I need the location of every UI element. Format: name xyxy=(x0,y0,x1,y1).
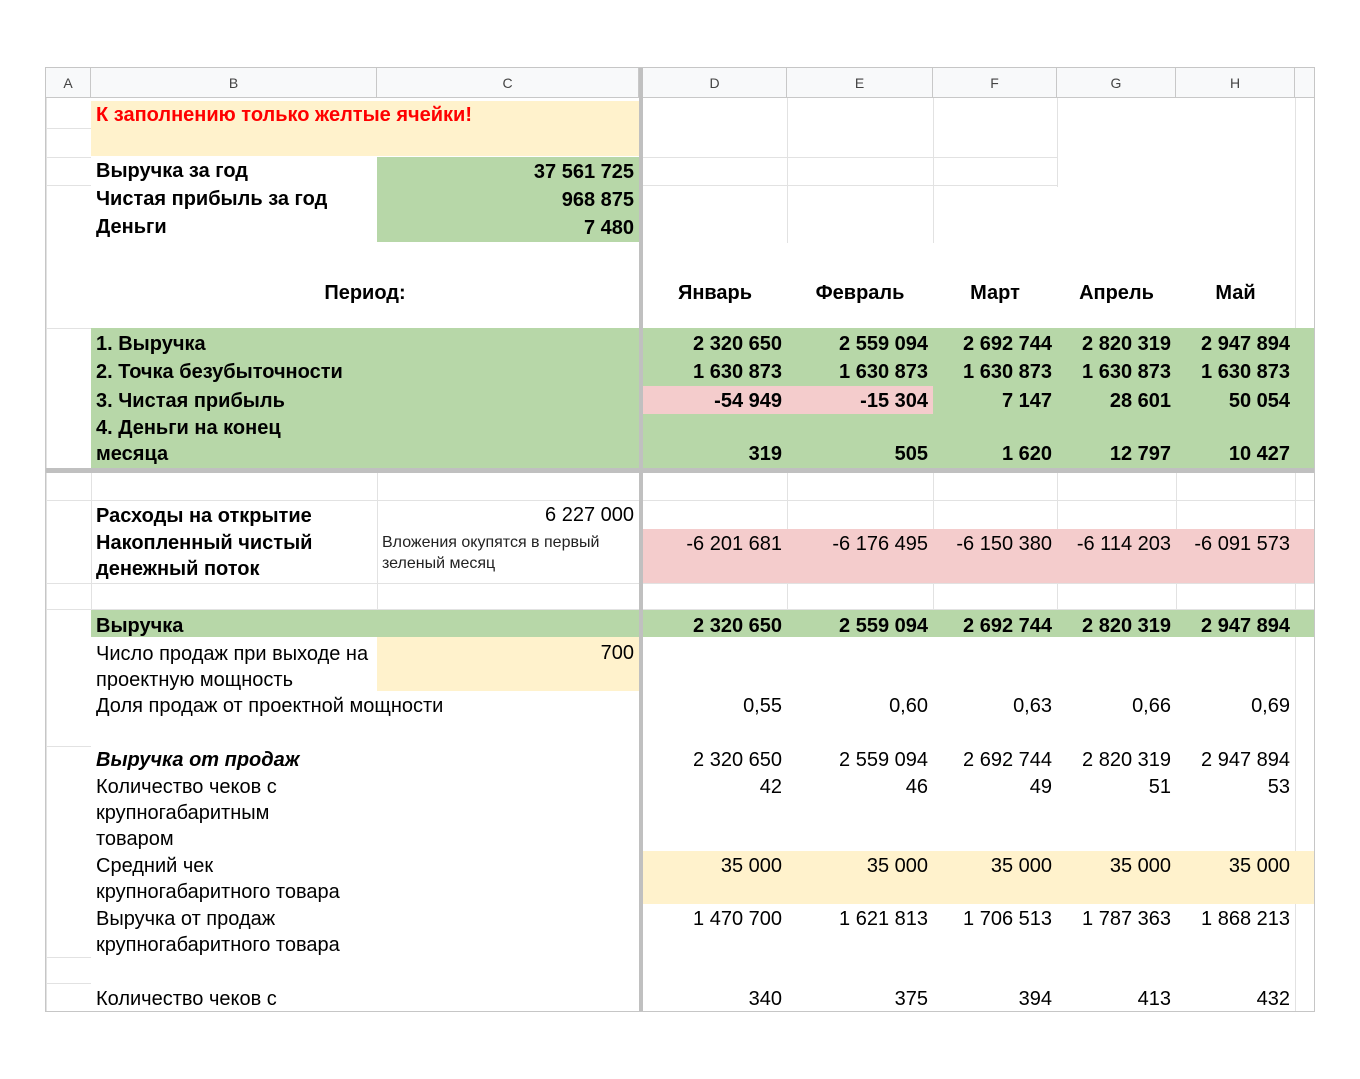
cashflow-label[interactable]: Накопленный чистый денежный поток xyxy=(96,532,313,580)
month-header[interactable]: Январь xyxy=(677,282,753,304)
summary-money-label[interactable]: Деньги xyxy=(96,216,167,238)
gridline xyxy=(46,983,91,984)
col-header-c[interactable]: C xyxy=(377,68,639,98)
cashflow-value[interactable]: -6 114 203 xyxy=(1076,533,1171,555)
col-header-g[interactable]: G xyxy=(1057,68,1176,98)
gridline xyxy=(1057,98,1058,187)
kpi-revenue-value[interactable]: 2 320 650 xyxy=(693,333,782,355)
bulky-revenue-value[interactable]: 1 470 700 xyxy=(693,908,782,930)
kpi-breakeven-value[interactable]: 1 630 873 xyxy=(963,361,1052,383)
bulky-checks-value[interactable]: 42 xyxy=(759,776,782,798)
col-header-h[interactable]: H xyxy=(1176,68,1295,98)
col-header-d[interactable]: D xyxy=(643,68,787,98)
summary-revenue-label[interactable]: Выручка за год xyxy=(96,160,248,182)
period-label[interactable]: Период: xyxy=(324,282,406,304)
share-value[interactable]: 0,63 xyxy=(1013,695,1052,717)
kpi-profit-value[interactable]: -54 949 xyxy=(714,390,782,412)
kpi-cash-value[interactable]: 505 xyxy=(894,443,928,465)
kpi-revenue-value[interactable]: 2 692 744 xyxy=(963,333,1052,355)
col-header-a[interactable]: A xyxy=(46,68,91,98)
sales-label[interactable]: Выручка от продаж xyxy=(96,749,300,771)
bulky-revenue-value[interactable]: 1 787 363 xyxy=(1082,908,1171,930)
summary-profit-value[interactable]: 968 875 xyxy=(561,189,634,211)
sales-value[interactable]: 2 820 319 xyxy=(1082,749,1171,771)
kpi-breakeven-value[interactable]: 1 630 873 xyxy=(693,361,782,383)
kpi-cash-value[interactable]: 1 620 xyxy=(1001,443,1052,465)
kpi-cash-label[interactable]: 4. Деньги на конец месяца xyxy=(96,417,281,465)
bulky-revenue-value[interactable]: 1 706 513 xyxy=(963,908,1052,930)
kpi-revenue-value[interactable]: 2 820 319 xyxy=(1082,333,1171,355)
bulky-checks-value[interactable]: 51 xyxy=(1148,776,1171,798)
col-header-b[interactable]: B xyxy=(91,68,377,98)
share-value[interactable]: 0,69 xyxy=(1251,695,1290,717)
other-checks-value[interactable]: 413 xyxy=(1137,988,1171,1010)
opening-costs-value[interactable]: 6 227 000 xyxy=(545,504,634,526)
kpi-profit-value[interactable]: 7 147 xyxy=(1001,390,1052,412)
kpi-cash-value[interactable]: 10 427 xyxy=(1228,443,1290,465)
frozen-row-divider[interactable] xyxy=(46,468,1315,473)
col-header-i[interactable] xyxy=(1295,68,1315,98)
gridline xyxy=(46,583,1315,584)
summary-revenue-value[interactable]: 37 561 725 xyxy=(533,161,634,183)
avg-check-value[interactable]: 35 000 xyxy=(1228,855,1290,877)
kpi-profit-value[interactable]: 28 601 xyxy=(1109,390,1171,412)
kpi-breakeven-value[interactable]: 1 630 873 xyxy=(1201,361,1290,383)
col-header-f[interactable]: F xyxy=(933,68,1057,98)
kpi-profit-value[interactable]: 50 054 xyxy=(1228,390,1290,412)
revenue-block-value[interactable]: 2 559 094 xyxy=(839,615,928,637)
share-value[interactable]: 0,66 xyxy=(1132,695,1171,717)
kpi-profit-label[interactable]: 3. Чистая прибыль xyxy=(96,390,285,412)
revenue-block-value[interactable]: 2 692 744 xyxy=(963,615,1052,637)
capacity-label[interactable]: Число продаж при выходе на проектную мощность xyxy=(96,643,369,691)
bulky-checks-value[interactable]: 49 xyxy=(1029,776,1052,798)
other-checks-value[interactable]: 394 xyxy=(1018,988,1052,1010)
bulky-checks-label[interactable]: Количество чеков с крупногабаритным товаром xyxy=(96,776,277,850)
bulky-checks-value[interactable]: 53 xyxy=(1267,776,1290,798)
kpi-cash-value[interactable]: 319 xyxy=(748,443,782,465)
gridline xyxy=(787,98,788,243)
cashflow-value[interactable]: -6 091 573 xyxy=(1194,533,1290,555)
gridline xyxy=(933,98,934,243)
month-header[interactable]: Апрель xyxy=(1079,282,1154,304)
avg-check-label[interactable]: Средний чек крупногабаритного товара xyxy=(96,855,340,903)
cashflow-value[interactable]: -6 176 495 xyxy=(832,533,928,555)
capacity-input[interactable]: 700 xyxy=(600,642,634,664)
sales-value[interactable]: 2 320 650 xyxy=(693,749,782,771)
revenue-block-label[interactable]: Выручка xyxy=(96,615,184,637)
bulky-checks-value[interactable]: 46 xyxy=(905,776,928,798)
month-header[interactable]: Февраль xyxy=(815,282,905,304)
cashflow-value[interactable]: -6 150 380 xyxy=(956,533,1052,555)
col-header-e[interactable]: E xyxy=(787,68,933,98)
share-value[interactable]: 0,60 xyxy=(889,695,928,717)
gridline xyxy=(46,157,91,158)
share-label[interactable]: Доля продаж от проектной мощности xyxy=(96,695,444,717)
gridline xyxy=(46,185,91,186)
gridline xyxy=(46,500,1315,501)
gridline xyxy=(643,185,1057,186)
gridline xyxy=(643,157,1057,158)
kpi-revenue-value[interactable]: 2 947 894 xyxy=(1201,333,1290,355)
avg-check-value[interactable]: 35 000 xyxy=(1109,855,1171,877)
other-checks-value[interactable]: 432 xyxy=(1256,988,1290,1010)
cashflow-value[interactable]: -6 201 681 xyxy=(686,533,782,555)
kpi-revenue-label[interactable]: 1. Выручка xyxy=(96,333,206,355)
spreadsheet[interactable] xyxy=(45,67,1315,1012)
kpi-breakeven-value[interactable]: 1 630 873 xyxy=(839,361,928,383)
gridline xyxy=(46,128,91,129)
revenue-block-value[interactable]: 2 947 894 xyxy=(1201,615,1290,637)
gridline xyxy=(46,957,91,958)
avg-check-value[interactable]: 35 000 xyxy=(866,855,928,877)
kpi-breakeven-value[interactable]: 1 630 873 xyxy=(1082,361,1171,383)
kpi-revenue-value[interactable]: 2 559 094 xyxy=(839,333,928,355)
avg-check-value[interactable]: 35 000 xyxy=(990,855,1052,877)
opening-costs-label[interactable]: Расходы на открытие xyxy=(96,505,312,527)
bulky-revenue-value[interactable]: 1 868 213 xyxy=(1201,908,1290,930)
gridline xyxy=(46,98,47,1012)
other-checks-value[interactable]: 340 xyxy=(748,988,782,1010)
month-header[interactable]: Март xyxy=(970,282,1020,304)
revenue-block-value[interactable]: 2 820 319 xyxy=(1082,615,1171,637)
cashflow-note[interactable]: Вложения окупятся в первый зеленый месяц xyxy=(382,534,600,572)
kpi-breakeven-label[interactable]: 2. Точка безубыточности xyxy=(96,361,343,383)
summary-money-value[interactable]: 7 480 xyxy=(583,217,634,239)
notice-text[interactable]: К заполнению только желтые ячейки! xyxy=(96,104,473,126)
column-header-row xyxy=(46,68,1315,98)
bulky-revenue-label[interactable]: Выручка от продаж крупногабаритного товара xyxy=(96,908,340,956)
share-value[interactable]: 0,55 xyxy=(743,695,782,717)
month-header[interactable]: Май xyxy=(1215,282,1256,304)
other-checks-label[interactable]: Количество чеков с xyxy=(96,988,277,1010)
gridline xyxy=(46,746,91,747)
gridline xyxy=(46,328,91,329)
kpi-profit-value[interactable]: -15 304 xyxy=(860,390,928,412)
kpi-cash-value[interactable]: 12 797 xyxy=(1109,443,1171,465)
revenue-block-value[interactable]: 2 320 650 xyxy=(693,615,782,637)
summary-profit-label[interactable]: Чистая прибыль за год xyxy=(96,188,328,210)
sales-value[interactable]: 2 692 744 xyxy=(963,749,1052,771)
other-checks-value[interactable]: 375 xyxy=(894,988,928,1010)
bulky-revenue-value[interactable]: 1 621 813 xyxy=(839,908,928,930)
sales-value[interactable]: 2 947 894 xyxy=(1201,749,1290,771)
sales-value[interactable]: 2 559 094 xyxy=(839,749,928,771)
avg-check-value[interactable]: 35 000 xyxy=(720,855,782,877)
